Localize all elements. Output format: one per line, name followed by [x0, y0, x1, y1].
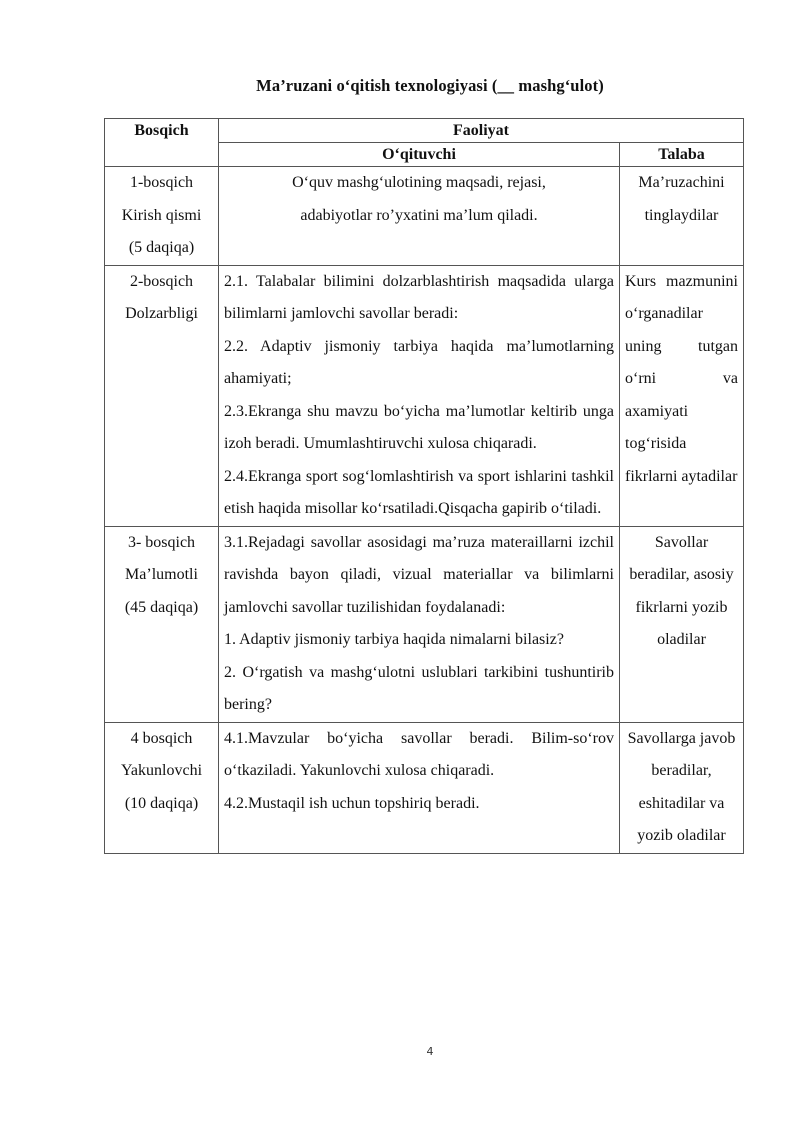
teacher-activity: 2.4.Ekranga sport sog‘lomlashtirish va sport ishlarini tashkil etish haqida misollar ko‘rsatiladi.Qisqacha gapirib o‘tiladi. [224, 467, 614, 517]
student-cell [620, 722, 744, 853]
teacher-activity: 2.2. Adaptiv jismoniy tarbiya haqida ma’lumotlarning ahamiyati; [224, 337, 614, 387]
student-activity: Savollarga javob beradilar, eshitadilar va yozib oladilar [627, 729, 736, 844]
stage-cell [105, 265, 219, 526]
student-activity: Kurs mazmunini o‘rganadilar uning tutgan o‘rni va axamiyati tog‘risida fikrlarni aytadilar [625, 272, 738, 485]
stage-label: 4 bosqich [130, 729, 193, 747]
teacher-activity: 4.1.Mavzular bo‘yicha savollar beradi. Bilim-so‘rov o‘tkaziladi. Yakunlovchi xulosa chiqaradi. [224, 729, 614, 779]
stage-name: Yakunlovchi [120, 762, 203, 779]
stage-label: 3- bosqich [127, 533, 196, 551]
teacher-activity: 2.3.Ekranga shu mavzu bo‘yicha ma’lumotlar keltirib unga izoh beradi. Umumlashtiruvchi xulosa chiqaradi. [224, 402, 614, 452]
student-cell [620, 265, 744, 526]
stage-cell [105, 526, 219, 722]
teacher-cell [219, 526, 620, 722]
header-faoliyat: Faoliyat [219, 119, 744, 143]
header-bosqich: Bosqich [105, 119, 219, 167]
lesson-plan-table [104, 118, 744, 854]
table-row [105, 526, 744, 722]
teacher-cell [219, 167, 620, 266]
stage-duration: (45 daqiqa) [124, 598, 199, 616]
header-row-1 [105, 119, 744, 143]
stage-cell [105, 167, 219, 266]
teacher-activity: O‘quv mashg‘ulotining maqsadi, rejasi, adabiyotlar ro’yxatini ma’lum qiladi. [292, 174, 546, 224]
header-oqituvchi: O‘qituvchi [219, 143, 620, 167]
page-number: 4 [426, 1045, 434, 1058]
stage-label: 2-bosqich [129, 272, 194, 290]
table-row [105, 722, 744, 853]
stage-name: Dolzarbligi [125, 305, 198, 322]
stage-name: Kirish qismi [121, 206, 202, 224]
stage-label: 1-bosqich [129, 174, 194, 191]
teacher-activity: 2.1. Talabalar bilimini dolzarblashtirish maqsadida ularga bilimlarni jamlovchi savollar beradi: [224, 272, 614, 322]
table-row [105, 265, 744, 526]
teacher-activity: 3.1.Rejadagi savollar asosidagi ma’ruza materaillarni izchil ravishda bayon qiladi, vizual materiallar va bilimlarni jamlovchi savollar tuzilishidan foydalanadi: [224, 533, 614, 616]
student-activity: Ma’ruzachini tinglaydilar [638, 174, 725, 224]
stage-name: Ma’lumotli [125, 566, 198, 583]
student-activity: Savollar beradilar, asosiy fikrlarni yozib oladilar [629, 533, 734, 648]
teacher-cell [219, 722, 620, 853]
student-cell [620, 526, 744, 722]
stage-cell [105, 722, 219, 853]
page-title: Ma’ruzani o‘qitish texnologiyasi (__ mashg‘ulot) [256, 76, 604, 95]
stage-duration: (5 daqiqa) [128, 239, 195, 256]
teacher-activity: 4.2.Mustaqil ish uchun topshiriq beradi. [224, 794, 480, 812]
student-cell [620, 167, 744, 266]
teacher-cell [219, 265, 620, 526]
table-row [105, 167, 744, 266]
teacher-question: 1. Adaptiv jismoniy tarbiya haqida nimalarni bilasiz? [224, 631, 564, 648]
stage-duration: (10 daqiqa) [124, 794, 199, 812]
header-talaba: Talaba [620, 143, 744, 167]
teacher-question: 2. O‘rgatish va mashg‘ulotni uslublari tarkibini tushuntirib bering? [224, 663, 614, 713]
